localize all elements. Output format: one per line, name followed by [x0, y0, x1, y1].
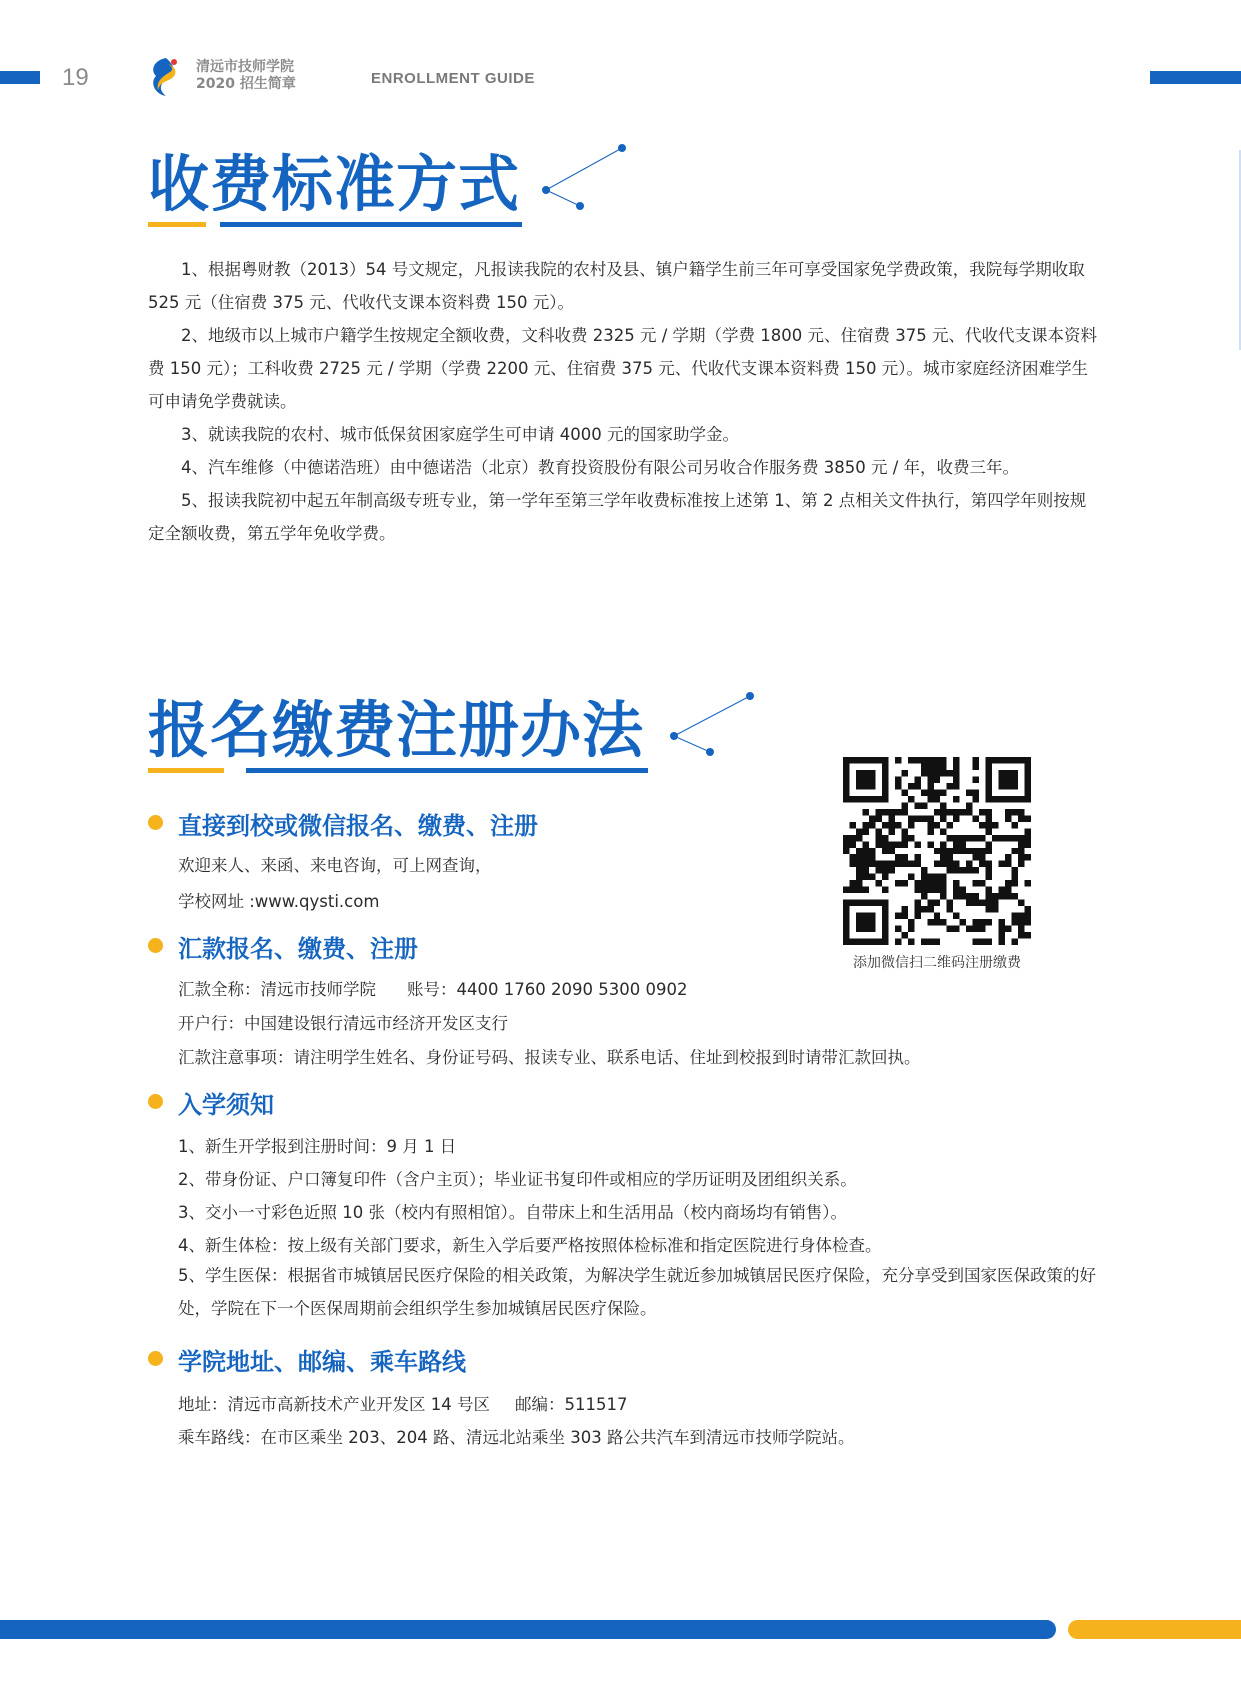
title-underline-orange: [148, 768, 224, 773]
account-name: 汇款全称：清远市技师学院: [178, 980, 376, 999]
bullet-icon: [148, 1094, 163, 1109]
page-number: 19: [62, 64, 89, 91]
title-underline-blue: [220, 222, 522, 227]
fees-section-title: 收费标准方式: [148, 149, 521, 220]
bank-name: 开户行：中国建设银行清远市经济开发区支行: [178, 1014, 508, 1033]
footer-bar-blue: [0, 1620, 1056, 1639]
fee-paragraph-4: 4、汽车维修（中德诺浩班）由中德诺浩（北京）教育投资股份有限公司另收合作服务费 3850 元 / 年，收费三年。: [181, 458, 1020, 477]
footer-bar-orange: [1068, 1620, 1241, 1639]
remittance-notes: 汇款注意事项：请注明学生姓名、身份证号码、报读专业、联系电话、住址到校报到时请带汇款回执。: [178, 1048, 921, 1067]
school-logo-icon: [146, 56, 184, 100]
header-bar-right: [1150, 71, 1241, 84]
wechat-qr-code-icon[interactable]: [843, 757, 1031, 945]
network-dots-icon: [540, 140, 630, 210]
title-underline-blue: [246, 768, 648, 773]
title-underline-orange: [148, 222, 206, 227]
fee-paragraph-1: 1、根据粤财教（2013）54 号文规定，凡报读我院的农村及县、镇户籍学生前三年可享受国家免学费政策，我院每学期收取 525 元（住宿费 375 元、代收代支课本资料费 150 元）。: [148, 260, 1085, 312]
consult-line: 欢迎来人、来函、来电咨询，可上网查询，: [178, 856, 492, 875]
bus-route-line: 乘车路线：在市区乘坐 203、204 路、清远北站乘坐 303 路公共汽车到清远市技师学院站。: [178, 1428, 855, 1447]
admission-item-5: 5、学生医保：根据省市城镇居民医疗保险的相关政策，为解决学生就近参加城镇居民医疗保险，充分享受到国家医保政策的好处，学院在下一个医保周期前会组织学生参加城镇居民医疗保险。: [178, 1266, 1096, 1318]
enrollment-guide-label: ENROLLMENT GUIDE: [371, 70, 535, 87]
bullet-icon: [148, 1351, 163, 1366]
bullet-icon: [148, 815, 163, 830]
admission-item-1: 1、新生开学报到注册时间：9 月 1 日: [178, 1137, 457, 1156]
admission-heading: 入学须知: [178, 1091, 274, 1119]
direct-registration-heading: 直接到校或微信报名、缴费、注册: [178, 812, 538, 840]
account-number: 账号：4400 1760 2090 5300 0902: [407, 980, 688, 999]
qr-caption: 添加微信扫二维码注册缴费: [853, 955, 1021, 971]
admission-item-3: 3、交小一寸彩色近照 10 张（校内有照相馆）。自带床上和生活用品（校内商场均有销售）。: [178, 1203, 847, 1222]
fee-paragraph-2: 2、地级市以上城市户籍学生按规定全额收费，文科收费 2325 元 / 学期（学费 1800 元、住宿费 375 元、代收代支课本资料费 150 元）；工科收费 2725 元 / 学期（学费 2200 元、住宿费 375 元、代收代支课本资料费 150 元）。城市家庭经济困难学生可申请免学费就读。: [148, 326, 1097, 411]
admission-item-4: 4、新生体检：按上级有关部门要求，新生入学后要严格按照体检标准和指定医院进行身体检查。: [178, 1236, 882, 1255]
header-bar-left: [0, 71, 40, 84]
brochure-year: 2020 招生简章: [196, 76, 296, 92]
admission-item-2: 2、带身份证、户口簿复印件（含户主页）；毕业证书复印件或相应的学历证明及团组织关系。: [178, 1170, 857, 1189]
fee-paragraph-5: 5、报读我院初中起五年制高级专班专业，第一学年至第三学年收费标准按上述第 1、第 2 点相关文件执行，第四学年则按规定全额收费，第五学年免收学费。: [148, 491, 1087, 543]
school-name: 清远市技师学院: [196, 59, 294, 75]
address-line: 地址：清远市高新技术产业开发区 14 号区: [178, 1395, 490, 1414]
network-dots-icon: [668, 688, 758, 758]
registration-section-title: 报名缴费注册办法: [148, 695, 645, 766]
address-heading: 学院地址、邮编、乘车路线: [178, 1348, 466, 1376]
website-line: 学校网址 :www.qysti.com: [178, 892, 380, 911]
bullet-icon: [148, 938, 163, 953]
school-name-block: [196, 59, 296, 93]
postcode-line: 邮编：511517: [515, 1395, 628, 1414]
fee-paragraph-3: 3、就读我院的农村、城市低保贫困家庭学生可申请 4000 元的国家助学金。: [181, 425, 739, 444]
remittance-heading: 汇款报名、缴费、注册: [178, 935, 418, 963]
